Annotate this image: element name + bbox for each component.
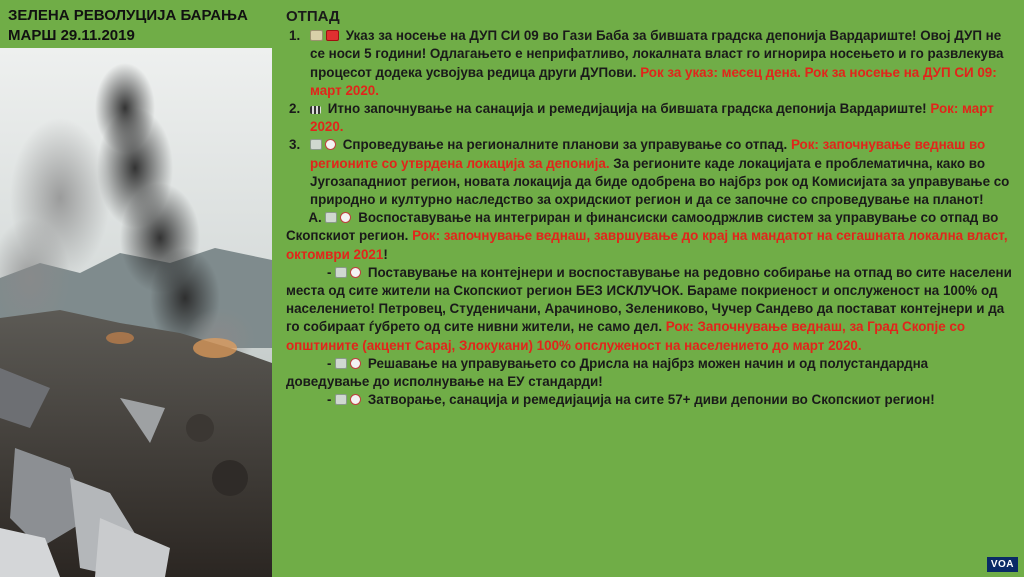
sub-item-deadline: Рок: започнување веднаш, завршување до крај на мандатот на сегашната локална власт, октомври 2021: [286, 228, 1008, 262]
item-text: Спроведување на регионалните планови за управување со отпад.: [342, 137, 788, 153]
calendar-icon: [335, 358, 347, 369]
dash-item-wild-dumps: [286, 391, 1012, 409]
item-text: Итно започнување на санација и ремедијација на бившата градска депонија Вардариште!: [327, 101, 927, 117]
item-text-continued: За регионите каде локацијата е проблематична, како во Југозападниот регион, новата локација да биде одобрена во најбрз рок од Комисијата за управување со природно и културно наследство за охридскиот регион и да се започне со спроведување на планот!: [310, 155, 1010, 208]
clock-icon: [350, 267, 361, 278]
voa-logo: VOA: [987, 557, 1018, 572]
dash-marker: -: [326, 355, 332, 371]
calendar-icon: [335, 394, 347, 405]
clock-icon: [340, 212, 351, 223]
calendar-icon: [325, 212, 337, 223]
dash-item-drisla: [286, 355, 1012, 391]
dash-marker: -: [326, 264, 332, 280]
item-number: 3.: [289, 137, 301, 153]
sub-item-tail: !: [383, 246, 388, 262]
clock-icon: [350, 358, 361, 369]
dash-item-text: Решавање на управувањето со Дрисла на најбрз можен начин и од полустандардна доведување до исполнување на ЕУ стандарди!: [286, 355, 929, 390]
left-header: [0, 0, 272, 48]
section-title: ОТПАД: [286, 8, 340, 25]
calendar-icon: [335, 267, 347, 278]
landfill-fire-photo: [0, 48, 272, 577]
demand-item-1: [286, 27, 1012, 100]
clock-icon: [325, 139, 336, 150]
header-date: МАРШ 29.11.2019: [8, 27, 135, 44]
header-title: ЗЕЛЕНА РЕВОЛУЦИЈА БАРАЊА: [8, 7, 248, 24]
dash-marker: -: [326, 392, 332, 408]
dash-item-text: Затворање, санација и ремедијација на сите 57+ диви депонии во Скопскиот регион!: [367, 392, 935, 408]
demand-item-2: [286, 100, 1012, 136]
paper-icon: [310, 30, 323, 41]
no-entry-icon: [326, 30, 339, 41]
calendar-icon: [310, 139, 322, 150]
waste-demands-panel: [286, 8, 1012, 409]
sub-item-label: A.: [308, 210, 322, 226]
demand-item-3: [286, 136, 1012, 209]
item-number: 1.: [289, 28, 301, 44]
item-deadline: Рок: март 2020.: [310, 101, 994, 135]
item-text: Указ за носење на ДУП СИ 09 во Гази Баба за бившата градска депонија Вардариште! Овој ДУП не се носи 5 години! Одлагањето е неприфатливо, локалната власт го игнорира носењето и го развлекува процесот додека усвојува редица други ДУПови.: [310, 28, 1004, 80]
sub-item-a: [286, 209, 1012, 264]
dash-item-containers: [286, 264, 1012, 355]
dash-item-text: Поставување на контејнери и воспоставување на редовно собирање на отпад во сите населени места од сите жители на Скопскиот регион БЕЗ ИСКЛУЧОК. Бараме покриеност и опслуженост на 100% од населението! Петровец, Студеничани, Арачиново, Зелениково, Чучер Сандево да поставaт контејнери и да го собираат ѓубрето од сите нивни жители, не само дел.: [286, 264, 1012, 335]
clock-icon: [350, 394, 361, 405]
item-number: 2.: [289, 101, 301, 117]
checkered-flag-icon: [310, 106, 321, 114]
item-deadline: Рок: започнување веднаш во регионите со утврдена локација за депонија.: [310, 137, 986, 171]
sub-item-text: Воспоставување на интегриран и финансиски самоодржлив систем за управување со отпад во Скопскиот регион.: [286, 210, 999, 244]
item-deadline: Рок за указ: месец дена. Рок за носење на ДУП СИ 09: март 2020.: [310, 64, 997, 98]
dash-item-deadline: Рок: Започнување веднаш, за Град Скопје со општините (акцент Сарај, Злокукани) 100% опслуженост на населението до март 2020.: [286, 319, 966, 353]
